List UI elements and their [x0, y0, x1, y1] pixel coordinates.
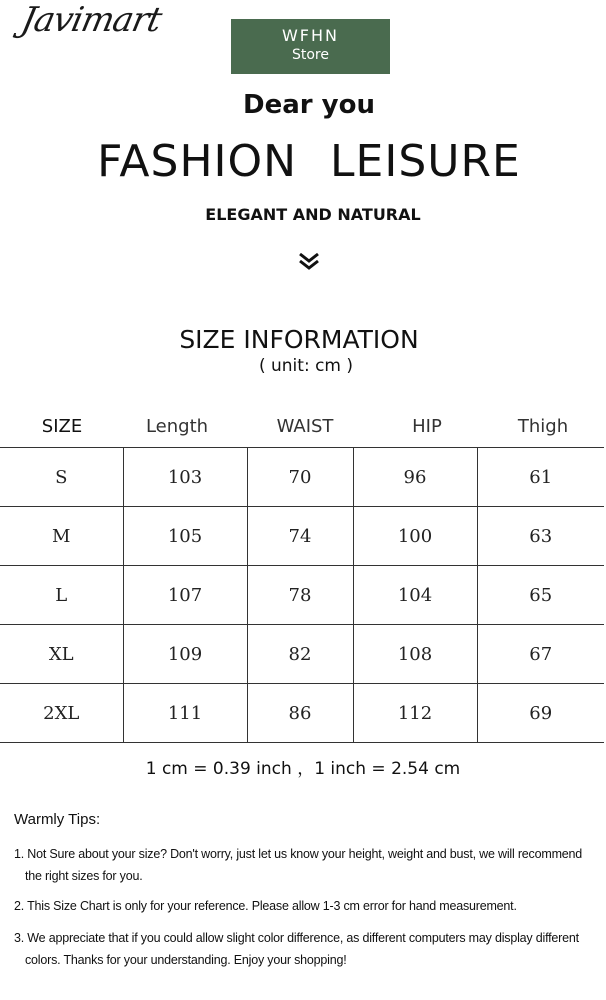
table-row: [0, 566, 604, 625]
tagline: ELEGANT AND NATURAL: [205, 205, 421, 224]
size-cell: XL: [0, 625, 123, 684]
tip-text: 1. Not Sure about your size? Don't worry, just let us know your height, weight and bust, we will recommend: [14, 847, 583, 861]
column-header-thigh: Thigh: [517, 416, 569, 437]
store-badge: [231, 19, 390, 74]
headline: FASHION LEISURE: [97, 136, 521, 187]
length-cell: 107: [123, 566, 247, 625]
thigh-cell: 65: [477, 566, 604, 625]
double-chevron-down-icon: [297, 251, 321, 271]
table-row: [0, 684, 604, 743]
thigh-cell: 69: [477, 684, 604, 743]
table-row: [0, 507, 604, 566]
tip-text: 3. We appreciate that if you could allow slight color difference, as different computers may display different: [14, 931, 579, 945]
size-cell: 2XL: [0, 684, 123, 743]
thigh-cell: 61: [477, 448, 604, 507]
unit-conversion: 1 cm = 0.39 inch ，1 inch = 2.54 cm: [145, 759, 461, 779]
tip-item: [14, 895, 594, 917]
store-badge-name: WFHN: [281, 26, 340, 45]
waist-cell: 78: [247, 566, 353, 625]
tip-text: 2. This Size Chart is only for your reference. Please allow 1-3 cm error for hand measurement.: [14, 899, 517, 913]
brand-logo: Javimart: [17, 0, 165, 40]
length-cell: 103: [123, 448, 247, 507]
tips-title: Warmly Tips:: [14, 811, 101, 828]
column-header-size: SIZE: [41, 416, 83, 437]
tip-text-continued: the right sizes for you.: [25, 869, 143, 883]
size-cell: L: [0, 566, 123, 625]
waist-cell: 70: [247, 448, 353, 507]
waist-cell: 82: [247, 625, 353, 684]
store-badge-label: Store: [291, 47, 329, 63]
tip-item: [14, 843, 594, 887]
size-table: [0, 447, 604, 743]
hip-cell: 96: [353, 448, 477, 507]
thigh-cell: 63: [477, 507, 604, 566]
length-cell: 111: [123, 684, 247, 743]
unit-note: ( unit: cm ): [258, 356, 354, 376]
thigh-cell: 67: [477, 625, 604, 684]
greeting: Dear you: [243, 90, 375, 120]
size-cell: S: [0, 448, 123, 507]
column-header-hip: HIP: [412, 416, 442, 437]
hip-cell: 104: [353, 566, 477, 625]
column-header-length: Length: [145, 416, 209, 437]
length-cell: 109: [123, 625, 247, 684]
size-cell: M: [0, 507, 123, 566]
waist-cell: 74: [247, 507, 353, 566]
length-cell: 105: [123, 507, 247, 566]
size-information-title: SIZE INFORMATION: [179, 325, 419, 354]
hip-cell: 112: [353, 684, 477, 743]
column-header-waist: WAIST: [276, 416, 334, 437]
table-row: [0, 625, 604, 684]
hip-cell: 100: [353, 507, 477, 566]
tip-item: [14, 927, 594, 971]
tip-text-continued: colors. Thanks for your understanding. Enjoy your shopping!: [25, 953, 347, 967]
table-row: [0, 448, 604, 507]
waist-cell: 86: [247, 684, 353, 743]
hip-cell: 108: [353, 625, 477, 684]
